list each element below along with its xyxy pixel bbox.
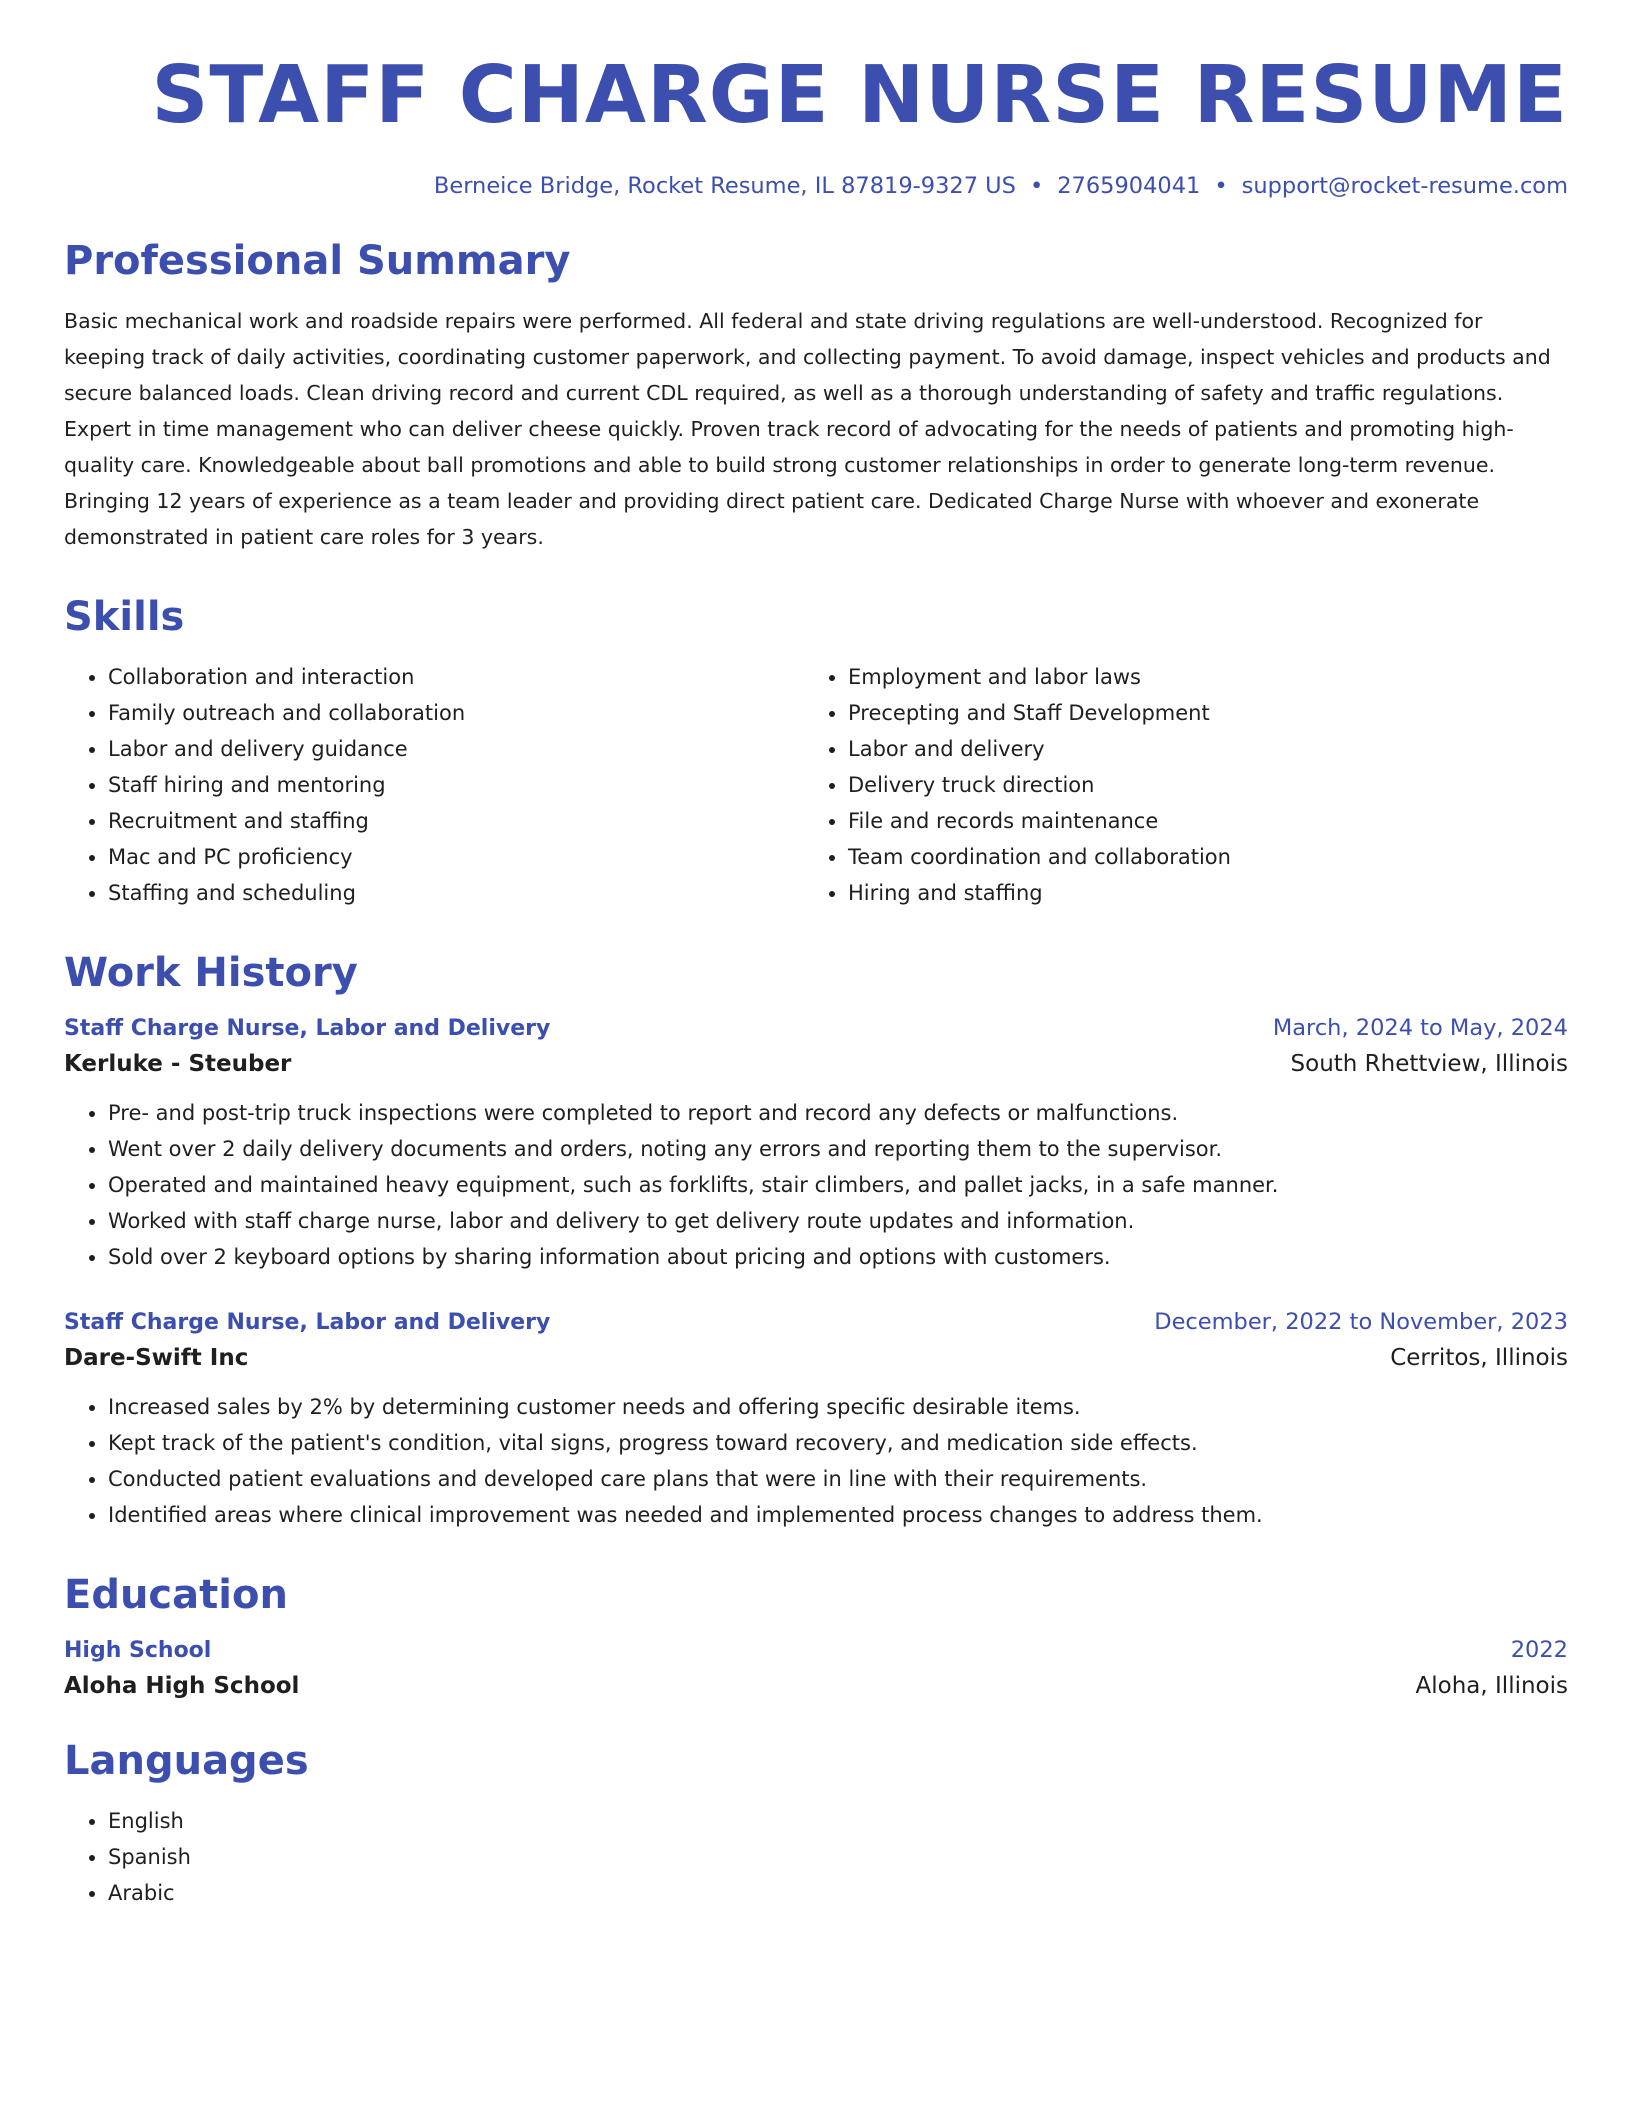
job-bullet: • Pre- and post-trip truck inspections were completed to report and record any defects or malfunctions. bbox=[108, 1095, 1568, 1131]
contact-separator: • bbox=[1029, 172, 1044, 199]
job-dates: December, 2022 to November, 2023 bbox=[1154, 1308, 1568, 1335]
job-header bbox=[64, 1309, 1568, 1335]
skills-heading: Skills bbox=[64, 593, 185, 640]
job-bullets bbox=[64, 1095, 1568, 1275]
skill-item: • Staff hiring and mentoring bbox=[108, 767, 804, 803]
skill-item: • Delivery truck direction bbox=[848, 767, 1568, 803]
skill-item: • Mac and PC proficiency bbox=[108, 839, 804, 875]
job-subheader bbox=[64, 1345, 1568, 1371]
skills-column-left bbox=[64, 659, 804, 911]
job-company: Kerluke - Steuber bbox=[64, 1050, 292, 1077]
job-header bbox=[64, 1015, 1568, 1041]
job-bullet: • Conducted patient evaluations and developed care plans that were in line with their requirements. bbox=[108, 1461, 1568, 1497]
skill-item: • Team coordination and collaboration bbox=[848, 839, 1568, 875]
resume-title: STAFF CHARGE NURSE RESUME bbox=[151, 49, 1568, 141]
job-entry bbox=[64, 1309, 1568, 1533]
skill-item: • File and records maintenance bbox=[848, 803, 1568, 839]
education-location: Aloha, Illinois bbox=[1415, 1672, 1568, 1699]
skill-item: • Employment and labor laws bbox=[848, 659, 1568, 695]
education-entry bbox=[64, 1637, 1568, 1699]
contact-email: support@rocket-resume.com bbox=[1241, 172, 1568, 199]
language-item: • Spanish bbox=[108, 1839, 1568, 1875]
job-bullet: • Kept track of the patient's condition, vital signs, progress toward recovery, and medication side effects. bbox=[108, 1425, 1568, 1461]
job-bullet: • Sold over 2 keyboard options by sharing information about pricing and options with customers. bbox=[108, 1239, 1568, 1275]
skill-item: • Family outreach and collaboration bbox=[108, 695, 804, 731]
education-school: Aloha High School bbox=[64, 1672, 300, 1699]
job-company: Dare-Swift Inc bbox=[64, 1344, 249, 1371]
language-item: • English bbox=[108, 1803, 1568, 1839]
job-subheader bbox=[64, 1051, 1568, 1077]
languages-heading: Languages bbox=[64, 1737, 309, 1784]
education-subheader bbox=[64, 1673, 1568, 1699]
job-dates: March, 2024 to May, 2024 bbox=[1272, 1014, 1568, 1041]
skill-item: • Recruitment and staffing bbox=[108, 803, 804, 839]
education-degree: High School bbox=[64, 1637, 212, 1663]
contact-address: Berneice Bridge, Rocket Resume, IL 87819-9327 US bbox=[433, 172, 1016, 199]
skill-item: • Labor and delivery guidance bbox=[108, 731, 804, 767]
education-header bbox=[64, 1637, 1568, 1663]
job-entry bbox=[64, 1015, 1568, 1275]
contact-phone: 2765904041 bbox=[1057, 172, 1201, 199]
job-bullet: • Operated and maintained heavy equipment, such as forklifts, stair climbers, and pallet jacks, in a safe manner. bbox=[108, 1167, 1568, 1203]
languages-list bbox=[64, 1803, 1568, 1911]
work-history-heading: Work History bbox=[64, 949, 358, 996]
education-year: 2022 bbox=[1510, 1636, 1568, 1663]
skills-column-right bbox=[804, 659, 1568, 911]
language-item: • Arabic bbox=[108, 1875, 1568, 1911]
skill-item: • Collaboration and interaction bbox=[108, 659, 804, 695]
skill-item: • Staffing and scheduling bbox=[108, 875, 804, 911]
job-bullet: • Identified areas where clinical improvement was needed and implemented process changes to address them. bbox=[108, 1497, 1568, 1533]
job-bullet: • Worked with staff charge nurse, labor and delivery to get delivery route updates and information. bbox=[108, 1203, 1568, 1239]
skill-item: • Labor and delivery bbox=[848, 731, 1568, 767]
job-bullet: • Went over 2 daily delivery documents and orders, noting any errors and reporting them to the supervisor. bbox=[108, 1131, 1568, 1167]
skills-list bbox=[64, 659, 1568, 911]
summary-text: Basic mechanical work and roadside repairs were performed. All federal and state driving regulations are well-understood. Recognized for keeping track of daily activities, coordinating customer paperwork, and collecting payment. To avoid damage, inspect vehicles and products and secure balanced loads. Clean driving record and current CDL required, as well as a thorough understanding of safety and traffic regulations. Expert in time management who can deliver cheese quickly. Proven track record of advocating for the needs of patients and promoting high-quality care. Knowledgeable about ball promotions and able to build strong customer relationships in order to generate long-term revenue. Bringing 12 years of experience as a team leader and providing direct patient care. Dedicated Charge Nurse with whoever and exonerate demonstrated in patient care roles for 3 years. bbox=[64, 308, 1551, 549]
job-bullets bbox=[64, 1389, 1568, 1533]
job-title: Staff Charge Nurse, Labor and Delivery bbox=[64, 1015, 551, 1041]
job-location: South Rhettview, Illinois bbox=[1290, 1050, 1568, 1077]
job-bullet: • Increased sales by 2% by determining customer needs and offering specific desirable items. bbox=[108, 1389, 1568, 1425]
contact-line bbox=[64, 173, 1568, 199]
education-heading: Education bbox=[64, 1571, 288, 1618]
job-title: Staff Charge Nurse, Labor and Delivery bbox=[64, 1309, 551, 1335]
job-location: Cerritos, Illinois bbox=[1390, 1344, 1568, 1371]
contact-separator: • bbox=[1214, 172, 1228, 199]
skill-item: • Precepting and Staff Development bbox=[848, 695, 1568, 731]
summary-heading: Professional Summary bbox=[64, 237, 571, 284]
skill-item: • Hiring and staffing bbox=[848, 875, 1568, 911]
